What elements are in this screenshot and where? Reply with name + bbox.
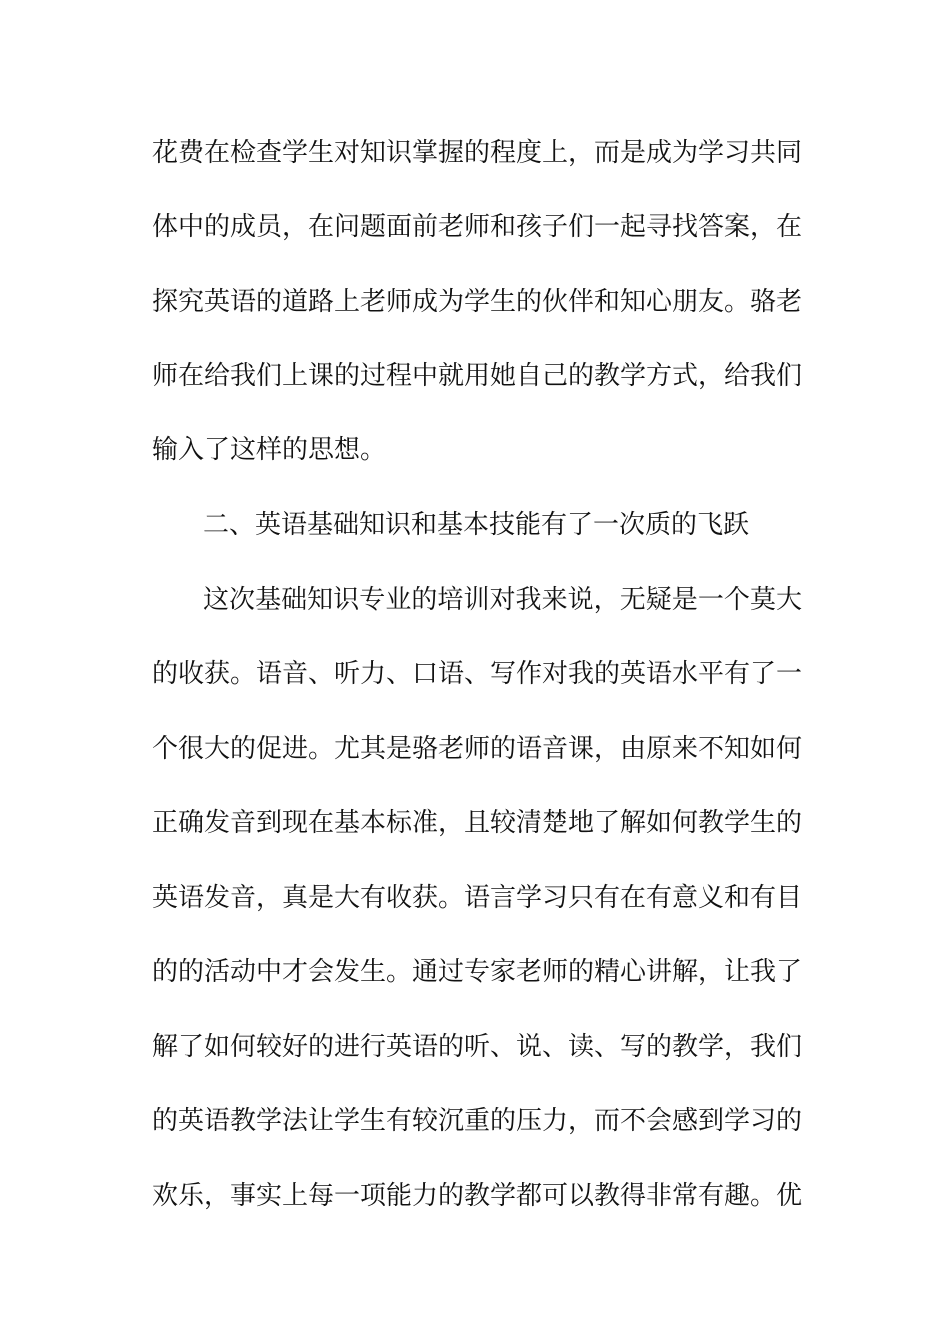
section-heading: 二、英语基础知识和基本技能有了一次质的飞跃 [203, 510, 750, 540]
body-text-line: 体中的成员，在问题面前老师和孩子们一起寻找答案，在 [152, 212, 802, 242]
body-text-line: 探究英语的道路上老师成为学生的伙伴和知心朋友。骆老 [152, 287, 802, 317]
body-text-line: 解了如何较好的进行英语的听、说、读、写的教学，我们 [152, 1032, 802, 1062]
body-text-line: 英语发音，真是大有收获。语言学习只有在有意义和有目 [152, 883, 802, 913]
body-text-line: 的英语教学法让学生有较沉重的压力，而不会感到学习的 [152, 1106, 802, 1136]
body-text-line: 的的活动中才会发生。通过专家老师的精心讲解，让我了 [152, 957, 802, 987]
body-text-line: 师在给我们上课的过程中就用她自己的教学方式，给我们 [152, 361, 802, 391]
body-text-line: 花费在检查学生对知识掌握的程度上，而是成为学习共同 [152, 138, 802, 168]
body-text-line: 输入了这样的思想。 [152, 435, 387, 465]
paragraph-first-line: 这次基础知识专业的培训对我来说，无疑是一个莫大 [203, 585, 802, 615]
body-text-line: 欢乐，事实上每一项能力的教学都可以教得非常有趣。优 [152, 1181, 802, 1211]
body-text-line: 个很大的促进。尤其是骆老师的语音课，由原来不知如何 [152, 734, 802, 764]
body-text-line: 的收获。语音、听力、口语、写作对我的英语水平有了一 [152, 659, 802, 689]
body-text-line: 正确发音到现在基本标准，且较清楚地了解如何教学生的 [152, 808, 802, 838]
